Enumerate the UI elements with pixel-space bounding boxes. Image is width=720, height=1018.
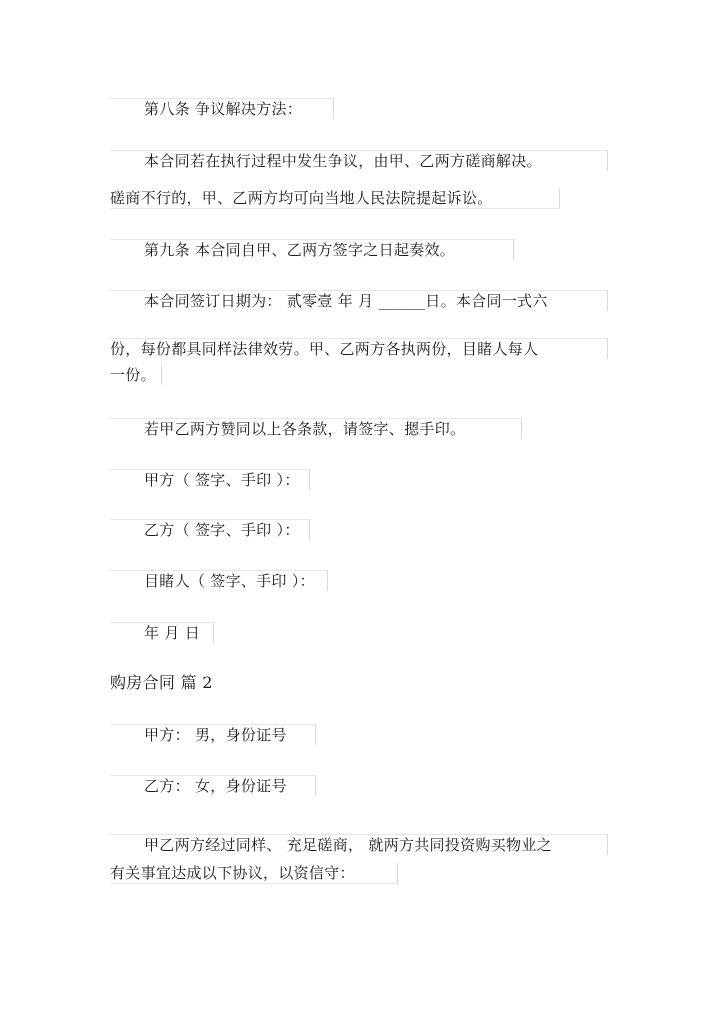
article-8-paragraph-line-1: 本合同若在执行过程中发生争议，由甲、乙两方磋商解决。 [110,150,608,171]
agreement-intro-line-2: 有关事宜达成以下协议，以资信守： [110,863,398,884]
party-a-signature-line: 甲方（ 签字、手印 ）： [110,469,310,490]
agreement-intro-line-1: 甲乙两方经过同样、 充足磋商， 就两方共同投资购买物业之 [110,834,608,855]
party-b-signature-line: 乙方（ 签字、手印 ）： [110,519,310,540]
date-blank-line: 年 月 日 [110,622,214,643]
party-b-info: 乙方： 女，身份证号 [110,775,316,796]
article-8-heading: 第八条 争议解决方法： [110,98,334,119]
consent-statement: 若甲乙两方赞同以上各条款，请签字、摁手印。 [110,418,522,439]
signing-date-line-1: 本合同签订日期为： 贰零壹 年 月 ______日。本合同一式六 [110,290,608,311]
party-a-info: 甲方： 男，身份证号 [110,724,316,745]
contract-2-title: 购房合同 篇 2 [110,673,213,692]
article-9-heading: 第九条 本合同自甲、乙两方签字之日起奏效。 [110,239,514,260]
signing-date-line-2: 份，每份都具同样法律效劳。甲、乙两方各执两份，目睹人每人 [110,338,608,359]
article-8-paragraph-line-2: 磋商不行的，甲、乙两方均可向当地人民法院提起诉讼。 [110,188,560,209]
witness-signature-line: 目睹人（ 签字、手印 ）： [110,570,328,591]
signing-date-line-3: 一份。 [110,365,162,385]
